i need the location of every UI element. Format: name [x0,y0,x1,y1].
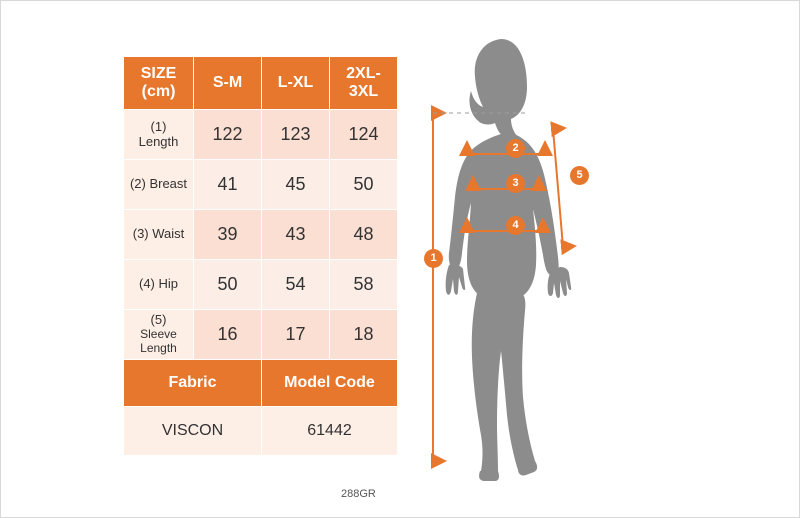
table-row [124,210,398,260]
figure-svg [405,21,785,491]
column-header-2xl3xl-line1: 2XL- [346,64,381,82]
table-footer-value-row [124,407,398,456]
column-header-sm: S-M [194,57,262,110]
table-row [124,260,398,310]
table-row [124,310,398,360]
size-table-container [123,56,397,456]
cell-length-lxl: 123 [262,110,330,160]
cell-hip-lxl: 54 [262,260,330,310]
row-label-sleeve-line1: (5) [150,312,167,328]
row-label-sleeve-length [124,310,194,360]
marker-5-sleeve-length: 5 [570,166,589,185]
female-silhouette [446,39,572,481]
table-row [124,160,398,210]
row-label-breast: (2) Breast [124,160,194,210]
row-label-sleeve-line2: Sleeve Length [140,327,177,355]
size-table [123,56,398,456]
row-label-length [124,110,194,160]
row-label-hip: (4) Hip [124,260,194,310]
footer-value-model-code: 61442 [262,407,398,456]
footer-header-model-code: Model Code [262,360,398,407]
row-label-waist: (3) Waist [124,210,194,260]
cell-waist-2xl3xl: 48 [330,210,398,260]
marker-2-breast: 2 [506,139,525,158]
cell-waist-sm: 39 [194,210,262,260]
table-row [124,110,398,160]
column-header-lxl: L-XL [262,57,330,110]
cell-sleeve-2xl3xl: 18 [330,310,398,360]
column-header-size-line2: (cm) [141,83,176,100]
cell-length-sm: 122 [194,110,262,160]
table-footer-header-row [124,360,398,407]
row-label-length-line1: (1) [150,118,167,134]
cell-sleeve-lxl: 17 [262,310,330,360]
column-header-size [124,57,194,110]
cell-breast-sm: 41 [194,160,262,210]
table-header-row [124,57,398,110]
cell-breast-2xl3xl: 50 [330,160,398,210]
cell-hip-sm: 50 [194,260,262,310]
cell-length-2xl3xl: 124 [330,110,398,160]
cell-breast-lxl: 45 [262,160,330,210]
row-label-length-line2: Length [138,133,179,149]
footer-value-fabric: VISCON [124,407,262,456]
cell-waist-lxl: 43 [262,210,330,260]
column-header-2xl3xl [330,57,398,110]
column-header-size-line1: SIZE [140,64,177,82]
measurement-figure [405,21,785,491]
column-header-2xl3xl-line2: 3XL [348,83,379,100]
marker-3-waist: 3 [506,174,525,193]
cell-sleeve-sm: 16 [194,310,262,360]
model-code-caption: 288GR [341,488,376,500]
marker-4-hip: 4 [506,216,525,235]
cell-hip-2xl3xl: 58 [330,260,398,310]
footer-header-fabric: Fabric [124,360,262,407]
marker-1-total-length: 1 [424,249,443,268]
